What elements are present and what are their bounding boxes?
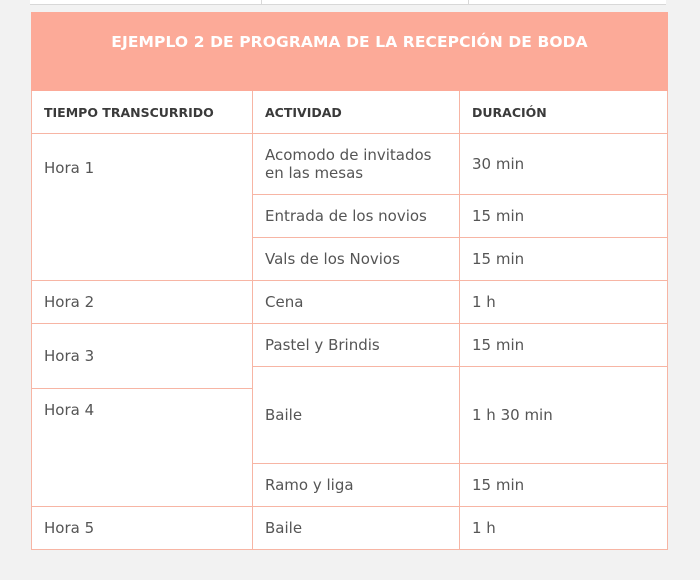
duration-cell: 1 h 30 min [460, 367, 668, 464]
duration-cell: 1 h [460, 507, 668, 550]
table-row [32, 507, 668, 550]
header-elapsed-time: TIEMPO TRANSCURRIDO [32, 91, 253, 134]
duration-cell: 1 h [460, 281, 668, 324]
previous-table-divider [261, 0, 262, 4]
activity-cell: Ramo y liga [253, 464, 460, 507]
table-row [32, 134, 668, 195]
duration-cell: 15 min [460, 324, 668, 367]
reception-schedule-table [31, 12, 668, 550]
activity-cell: Baile [253, 367, 460, 464]
time-cell: Hora 4 [32, 389, 253, 507]
activity-cell: Vals de los Novios [253, 238, 460, 281]
time-cell: Hora 1 [32, 134, 253, 281]
duration-cell: 15 min [460, 195, 668, 238]
table-title-row [32, 13, 668, 91]
activity-cell: Acomodo de invitados en las mesas [253, 134, 460, 195]
previous-table-divider [468, 0, 469, 4]
header-duration: DURACIÓN [460, 91, 668, 134]
table-row [32, 281, 668, 324]
header-activity: ACTIVIDAD [253, 91, 460, 134]
duration-cell: 30 min [460, 134, 668, 195]
table-row [32, 324, 668, 367]
previous-table-edge [30, 0, 666, 5]
time-cell: Hora 5 [32, 507, 253, 550]
duration-cell: 15 min [460, 464, 668, 507]
time-cell: Hora 2 [32, 281, 253, 324]
time-cell: Hora 3 [32, 324, 253, 389]
activity-cell: Cena [253, 281, 460, 324]
table-title: EJEMPLO 2 DE PROGRAMA DE LA RECEPCIÓN DE BODA [32, 13, 668, 91]
activity-cell: Entrada de los novios [253, 195, 460, 238]
activity-cell: Pastel y Brindis [253, 324, 460, 367]
column-header-row [32, 91, 668, 134]
duration-cell: 15 min [460, 238, 668, 281]
activity-cell: Baile [253, 507, 460, 550]
